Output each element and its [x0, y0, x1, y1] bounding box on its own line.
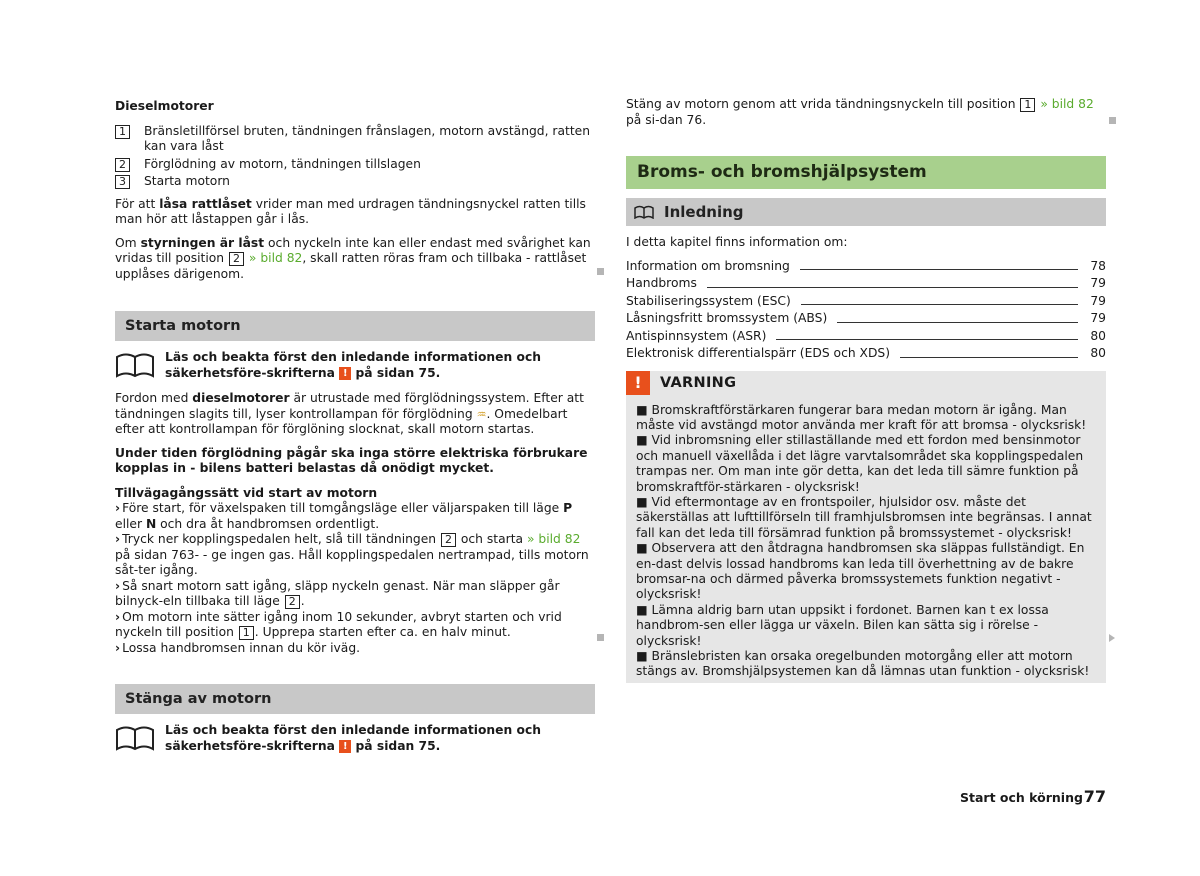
- intro-heading: Inledning: [626, 198, 1106, 226]
- lock-paragraph: För att låsa rattlåset vrider man med urdragen tändningsnyckel ratten tills man hör att låstappen går i lås.: [115, 196, 586, 226]
- consumer-warning: Under tiden förglödning pågår ska inga större elektriska förbrukare kopplas in - bilens batteri belastas då onödigt mycket.: [115, 445, 588, 475]
- footer-section: Start och körning: [960, 790, 1083, 805]
- warning-item: ■ Bränslebristen kan orsaka oregelbunden motorgång eller att motorn stängs av. Bromshjälpsystemen kan då lämnas utan funktion - olycksrisk!: [636, 649, 1090, 679]
- list-item-text: Starta motorn: [144, 174, 230, 188]
- toc-row[interactable]: Handbroms 79: [626, 276, 1106, 290]
- section-end-mark: [1109, 117, 1116, 124]
- warning-item: ■ Lämna aldrig barn utan uppsikt i fordonet. Barnen kan t ex lossa handbrom-sen eller lägga ur växeln. Bilen kan sätta sig i rörelse - olycksrisk!: [636, 602, 1049, 648]
- toc-row[interactable]: Antispinnsystem (ASR) 80: [626, 328, 1106, 343]
- chapter-heading: Broms- och bromshjälpsystem: [626, 156, 1106, 189]
- stop-paragraph: Stäng av motorn genom att vrida tändningsnyckeln till position 1 » bild 82 på si-dan 76.: [626, 97, 1094, 127]
- warning-icon: !: [339, 740, 351, 753]
- warning-title: VARNING: [660, 374, 737, 391]
- warning-item: ■ Vid inbromsning eller stillaställande med ett fordon med bensinmotor och manuell växellåda i det lägre varvtalsområdet ska kopplingspedalen trampas ner. Om man inte gör detta, kan det leda till sämre funktion på bromskraftför-stärkaren - olycksrisk!: [636, 433, 1084, 494]
- book-icon: [115, 725, 155, 751]
- continue-arrow-icon: [1109, 634, 1115, 642]
- toc-row[interactable]: Stabiliseringssystem (ESC) 79: [626, 293, 1106, 308]
- page-footer: [960, 787, 1106, 806]
- step-item: › Om motorn inte sätter igång inom 10 sekunder, avbryt starten och vrid nyckeln till position 1 . Upprepa starten efter ca. en halv minut.: [115, 609, 562, 639]
- warning-icon: !: [626, 371, 650, 395]
- list-item: [115, 157, 595, 173]
- warning-item: ■ Observera att den åtdragna handbromsen ska släppas fullständigt. En en-dast delvis lossad handbroms kan leda till överhettning av de bakre bromsar-na och därmed påverka bromssystemets funktion negativt - olycksrisk!: [636, 541, 1085, 602]
- toc-row[interactable]: Elektronisk differentialspärr (EDS och XDS) 80: [626, 346, 1106, 360]
- diesel-heading: Dieselmotorer: [115, 99, 214, 113]
- procedure-heading: Tillvägagångssätt vid start av motorn: [115, 485, 378, 500]
- intro-text: I detta kapitel finns information om:: [626, 235, 848, 249]
- right-column: [626, 96, 1106, 683]
- section-heading-start: Starta motorn: [115, 311, 595, 341]
- list-item: [115, 174, 595, 190]
- steering-paragraph: Om styrningen är låst och nyckeln inte kan eller endast med svårighet kan vridas till position 2 » bild 82, skall ratten röras fram och tillbaka - rattlåset upplåses därigenom.: [115, 235, 591, 281]
- position-box: 3: [115, 175, 130, 189]
- section-heading-stop: Stänga av motorn: [115, 684, 595, 714]
- book-icon: [634, 205, 654, 219]
- position-box: 2: [285, 595, 300, 609]
- position-box: 2: [115, 158, 130, 172]
- toc-row[interactable]: Information om bromsning 78: [626, 258, 1106, 273]
- toc-list: [626, 258, 1106, 363]
- list-item: [115, 124, 595, 155]
- warning-item: ■ Bromskraftförstärkaren fungerar bara medan motorn är igång. Man måste vid avstängd motor använda mer kraft för att bromsa - olycksrisk!: [636, 402, 1087, 432]
- book-icon: [115, 352, 155, 378]
- step-item: › Så snart motorn satt igång, släpp nyckeln genast. När man släpper går bilnyck-eln tillbaka till läge 2 .: [115, 578, 560, 608]
- left-column: [115, 96, 595, 754]
- arrow-icon: ›: [115, 501, 121, 515]
- warning-header: [626, 371, 1106, 395]
- list-item-text: Förglödning av motorn, tändningen tillslagen: [144, 156, 421, 171]
- glow-lamp-icon: ♒: [476, 407, 487, 421]
- arrow-icon: ›: [115, 640, 121, 655]
- arrow-icon: ›: [115, 578, 121, 593]
- warning-body: [626, 395, 1106, 680]
- warning-box: [626, 371, 1106, 683]
- section-end-mark: [597, 268, 604, 275]
- page-number: 77: [1083, 787, 1106, 806]
- position-box: 1: [239, 626, 254, 640]
- warning-icon: !: [339, 367, 351, 380]
- position-box: 1: [115, 125, 130, 139]
- position-box: 1: [1020, 98, 1035, 112]
- position-box: 2: [441, 533, 456, 547]
- arrow-icon: ›: [115, 609, 121, 624]
- step-item: › Lossa handbromsen innan du kör iväg.: [115, 640, 361, 655]
- section-end-mark: [597, 634, 604, 641]
- diesel-list: [115, 124, 595, 190]
- step-item: › Före start, för växelspaken till tomgångsläge eller väljarspaken till läge P eller N och dra åt handbromsen ordentligt.: [115, 501, 573, 531]
- step-item: › Tryck ner kopplingspedalen helt, slå till tändningen 2 och starta » bild 82 på sidan 763- - ge ingen gas. Håll kopplingspedalen nertrampad, tills motorn såt-ter igång.: [115, 532, 589, 577]
- glow-paragraph: Fordon med dieselmotorer är utrustade med förglödningssystem. Efter att tändningen slagits till, lyser kontrollampan för förglödning ♒. Omedelbart efter att kontrollampan för förglöning slocknat, skall motorn startas.: [115, 391, 584, 436]
- arrow-icon: ›: [115, 532, 121, 546]
- figure-link[interactable]: » bild 82: [526, 532, 581, 546]
- warning-item: ■ Vid eftermontage av en frontspoiler, hjulsidor osv. måste det säkerställas att lufttillförseln till framhjulsbromsen inte begränsas. I annat fall kan det leda till försämrad funktion på bromssystemet - olycksrisk!: [636, 494, 1092, 540]
- toc-row[interactable]: Låsningsfritt bromssystem (ABS) 79: [626, 311, 1106, 325]
- position-box: 2: [229, 252, 244, 266]
- list-item-text: Bränsletillförsel bruten, tändningen frånslagen, motorn avstängd, ratten kan vara låst: [144, 123, 591, 153]
- read-note: Läs och beakta först den inledande informationen och säkerhetsföre-skrifterna ! på sidan 75.: [115, 350, 595, 381]
- read-note: Läs och beakta först den inledande informationen och säkerhetsföre-skrifterna ! på sidan 75.: [115, 723, 595, 754]
- figure-link[interactable]: » bild 82: [1036, 97, 1094, 111]
- figure-link[interactable]: » bild 82: [245, 251, 303, 265]
